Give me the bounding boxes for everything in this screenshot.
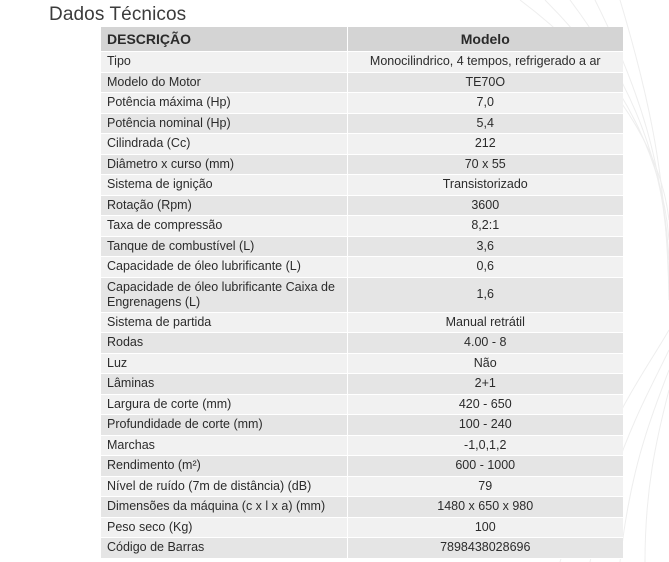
spec-value: 0,6	[347, 257, 623, 278]
table-row	[101, 52, 623, 73]
table-header-row	[101, 27, 623, 52]
spec-label: Modelo do Motor	[101, 72, 347, 93]
spec-label: Lâminas	[101, 374, 347, 395]
spec-label: Tipo	[101, 52, 347, 73]
column-header-description: DESCRIÇÃO	[101, 27, 347, 52]
spec-label: Cilindrada (Cc)	[101, 134, 347, 155]
table-row	[101, 435, 623, 456]
spec-label: Peso seco (Kg)	[101, 517, 347, 538]
spec-label: Rendimento (m²)	[101, 456, 347, 477]
table-row	[101, 93, 623, 114]
spec-label: Rodas	[101, 333, 347, 354]
spec-value: TE70O	[347, 72, 623, 93]
spec-label: Código de Barras	[101, 538, 347, 559]
spec-value: Não	[347, 353, 623, 374]
page-title: Dados Técnicos	[49, 4, 187, 25]
spec-label: Diâmetro x curso (mm)	[101, 154, 347, 175]
spec-label: Sistema de partida	[101, 312, 347, 333]
table-row	[101, 216, 623, 237]
table-row	[101, 374, 623, 395]
spec-value: 79	[347, 476, 623, 497]
spec-label: Tanque de combustível (L)	[101, 236, 347, 257]
table-row	[101, 538, 623, 559]
spec-value: 7,0	[347, 93, 623, 114]
spec-value: 1480 x 650 x 980	[347, 497, 623, 518]
spec-label: Capacidade de óleo lubrificante Caixa de Engrenagens (L)	[101, 277, 347, 312]
table-row	[101, 134, 623, 155]
table-row	[101, 154, 623, 175]
table-row	[101, 497, 623, 518]
table-row	[101, 113, 623, 134]
table-row	[101, 476, 623, 497]
spec-label: Marchas	[101, 435, 347, 456]
table-row	[101, 517, 623, 538]
spec-label: Potência máxima (Hp)	[101, 93, 347, 114]
spec-value: 4.00 - 8	[347, 333, 623, 354]
table-row	[101, 175, 623, 196]
table-row	[101, 72, 623, 93]
table-row	[101, 195, 623, 216]
spec-value: 420 - 650	[347, 394, 623, 415]
spec-value: 8,2:1	[347, 216, 623, 237]
spec-value: 3600	[347, 195, 623, 216]
spec-value: Transistorizado	[347, 175, 623, 196]
spec-value: -1,0,1,2	[347, 435, 623, 456]
spec-value: 1,6	[347, 277, 623, 312]
table-row	[101, 415, 623, 436]
spec-value: 212	[347, 134, 623, 155]
table-row	[101, 236, 623, 257]
spec-value: 2+1	[347, 374, 623, 395]
table-row	[101, 456, 623, 477]
table-row	[101, 277, 623, 312]
column-header-model: Modelo	[347, 27, 623, 52]
table-row	[101, 257, 623, 278]
spec-value: 70 x 55	[347, 154, 623, 175]
spec-value: 100	[347, 517, 623, 538]
spec-label: Nível de ruído (7m de distância) (dB)	[101, 476, 347, 497]
spec-value: 100 - 240	[347, 415, 623, 436]
table-row	[101, 312, 623, 333]
spec-label: Luz	[101, 353, 347, 374]
table-row	[101, 353, 623, 374]
spec-label: Taxa de compressão	[101, 216, 347, 237]
spec-label: Largura de corte (mm)	[101, 394, 347, 415]
spec-label: Potência nominal (Hp)	[101, 113, 347, 134]
spec-value: 5,4	[347, 113, 623, 134]
spec-label: Profundidade de corte (mm)	[101, 415, 347, 436]
specifications-table	[101, 27, 623, 559]
spec-label: Rotação (Rpm)	[101, 195, 347, 216]
table-row	[101, 394, 623, 415]
table-body	[101, 52, 623, 559]
table-row	[101, 333, 623, 354]
spec-label: Sistema de ignição	[101, 175, 347, 196]
spec-value: 3,6	[347, 236, 623, 257]
spec-label: Capacidade de óleo lubrificante (L)	[101, 257, 347, 278]
spec-value: Monocilindrico, 4 tempos, refrigerado a ar	[347, 52, 623, 73]
spec-value: 600 - 1000	[347, 456, 623, 477]
spec-value: 7898438028696	[347, 538, 623, 559]
spec-label: Dimensões da máquina (c x l x a) (mm)	[101, 497, 347, 518]
spec-value: Manual retrátil	[347, 312, 623, 333]
